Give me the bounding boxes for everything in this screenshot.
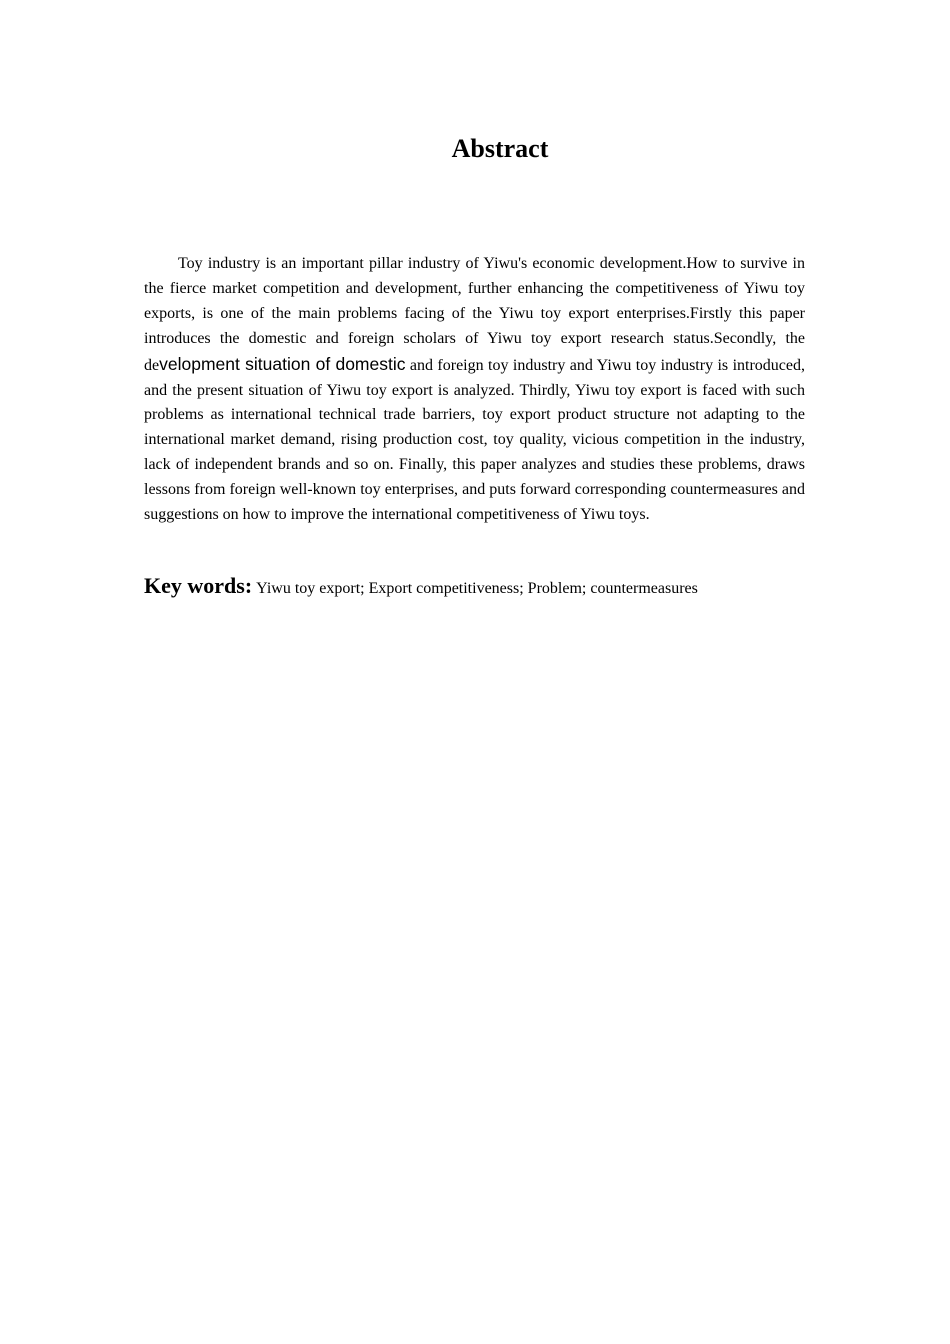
abstract-text-part-2: velopment situation of domestic [159, 353, 406, 374]
keywords-line [144, 573, 805, 599]
keywords-label: Key words: [144, 573, 253, 598]
abstract-text-part-1: Toy industry is an important pillar industry of Yiwu's economic development.How to survive in the fierce market competition and development, further enhancing the competitiveness of Yiwu toy exports, is one of the main problems facing of the Yiwu toy export enterprises.Firstly this paper introduces the domestic and foreign scholars of Yiwu toy export research status.Secondly, the de [144, 255, 805, 374]
page-title: Abstract [451, 134, 549, 163]
keywords-text: Yiwu toy export; Export competitiveness; Problem; countermeasures [256, 580, 698, 597]
abstract-paragraph [144, 252, 805, 528]
abstract-text-part-3: and foreign toy industry and Yiwu toy industry is introduced, and the present situation of Yiwu toy export is analyzed. Thirdly, Yiwu toy export is faced with such problems as international technical trade barriers, toy export product structure not adapting to the international market demand, rising production cost, toy quality, vicious competition in the industry, lack of independent brands and so on. Finally, this paper analyzes and studies these problems, draws lessons from foreign well-known toy enterprises, and puts forward corresponding countermeasures and suggestions on how to improve the international competitiveness of Yiwu toys. [144, 356, 805, 524]
